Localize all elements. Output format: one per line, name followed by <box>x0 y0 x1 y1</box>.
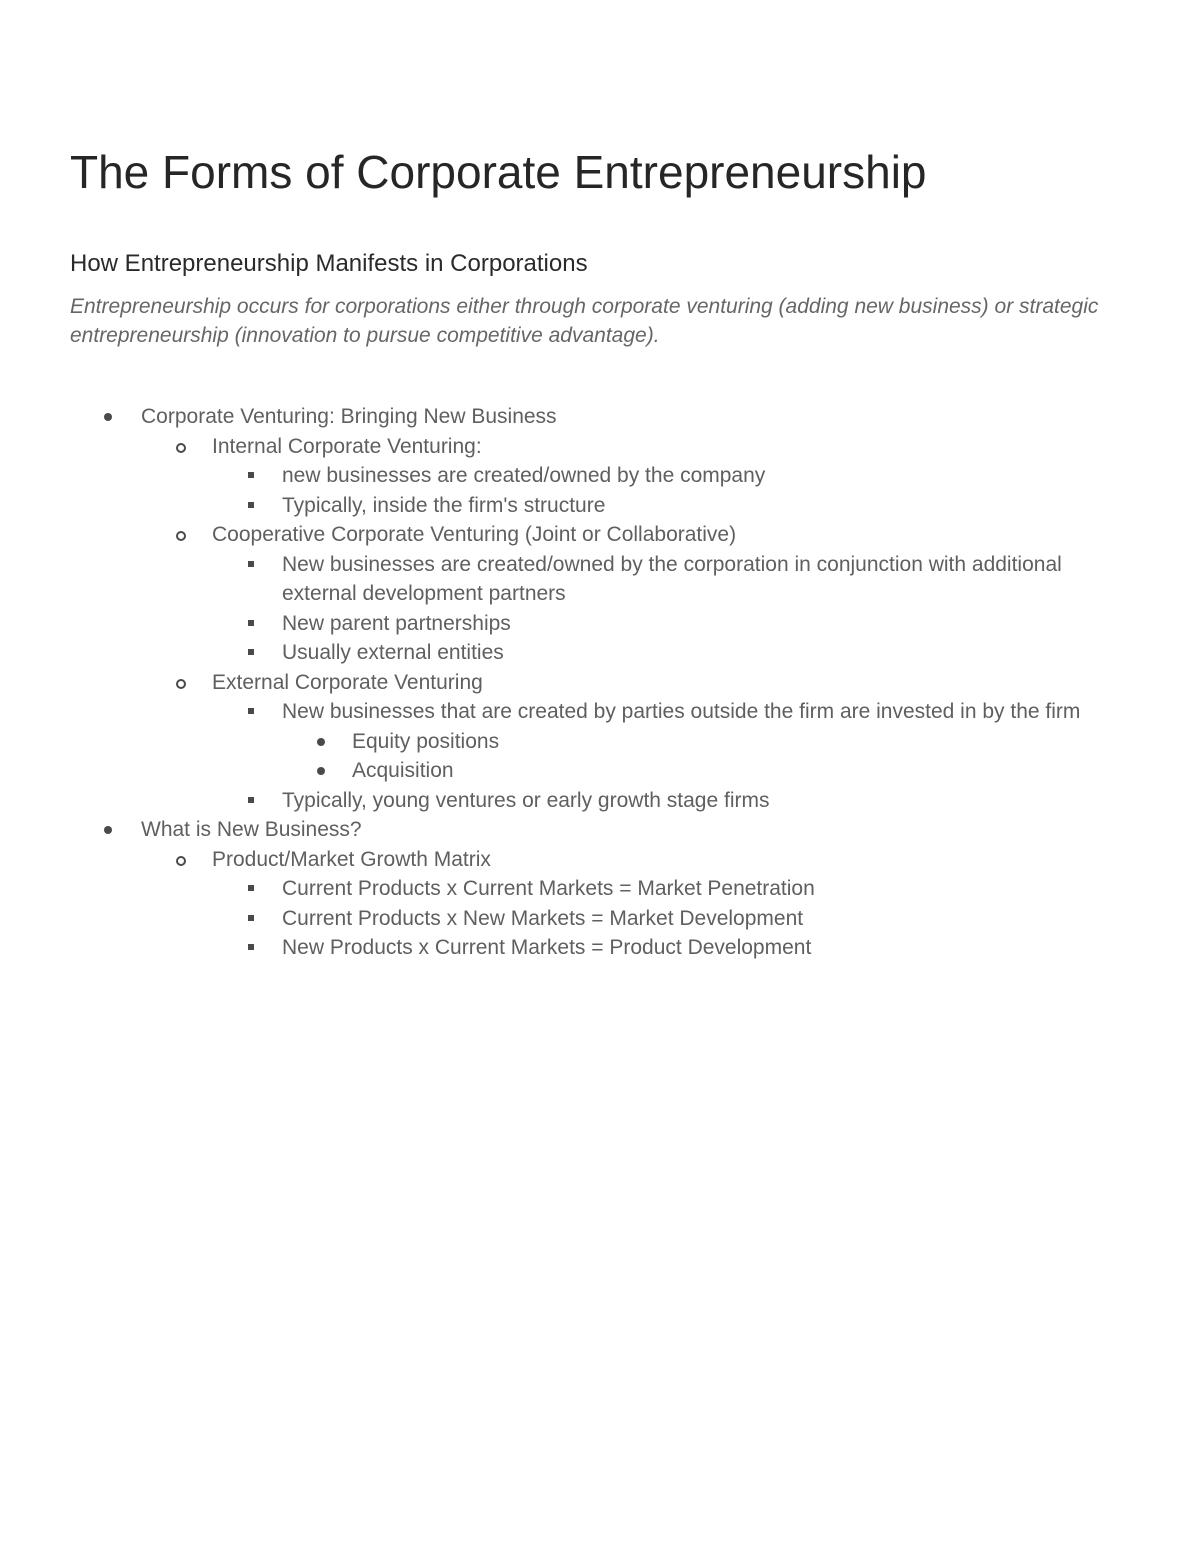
page-title: The Forms of Corporate Entrepreneurship <box>70 146 927 198</box>
list-item-text: New businesses are created/owned by the corporation in conjunction with additional external development partners <box>282 552 1062 605</box>
list-item-text: Typically, inside the firm's structure <box>282 493 606 517</box>
list-item <box>0 697 1200 727</box>
list-item-text: Corporate Venturing: Bringing New Business <box>141 405 557 428</box>
list-item <box>0 756 1200 786</box>
list-item <box>0 845 1200 875</box>
list-item <box>0 491 1200 521</box>
list-item <box>0 904 1200 934</box>
list-item-text: Internal Corporate Venturing: <box>212 434 482 458</box>
list-item-text: Equity positions <box>352 729 500 753</box>
list-item <box>0 461 1200 491</box>
list-item-text: Current Products x New Markets = Market Development <box>282 906 804 930</box>
list-item-text: Typically, young ventures or early growth stage firms <box>282 788 770 812</box>
list-item-text: External Corporate Venturing <box>212 670 483 694</box>
intro-paragraph: Entrepreneurship occurs for corporations either through corporate venturing (adding new business) or strategic entrepreneurship (innovation to pursue competitive advantage). <box>70 295 1099 347</box>
list-item-text: Usually external entities <box>282 641 504 664</box>
list-item-text: New parent partnerships <box>282 611 511 635</box>
list-item <box>0 874 1200 904</box>
list-item <box>0 520 1200 550</box>
list-item <box>0 609 1200 639</box>
list-item <box>0 402 1200 432</box>
list-item <box>0 786 1200 816</box>
list-item-text: New Products x Current Markets = Product Development <box>282 936 812 959</box>
list-item <box>0 727 1200 757</box>
list-item <box>0 432 1200 462</box>
list-item-text: Cooperative Corporate Venturing (Joint or Collaborative) <box>212 523 737 546</box>
outline-list <box>0 402 1200 963</box>
list-item <box>0 933 1200 963</box>
list-item-text: What is New Business? <box>141 818 362 841</box>
list-item-text: new businesses are created/owned by the company <box>282 464 766 487</box>
list-item <box>0 638 1200 668</box>
list-item-text: Current Products x Current Markets = Market Penetration <box>282 877 815 900</box>
section-heading: How Entrepreneurship Manifests in Corporations <box>70 250 588 277</box>
list-item <box>0 550 1200 609</box>
list-item <box>0 668 1200 698</box>
list-item <box>0 815 1200 845</box>
list-item-text: Acquisition <box>352 759 454 782</box>
list-item-text: New businesses that are created by parties outside the firm are invested in by the firm <box>282 700 1081 723</box>
list-item-text: Product/Market Growth Matrix <box>212 847 491 871</box>
